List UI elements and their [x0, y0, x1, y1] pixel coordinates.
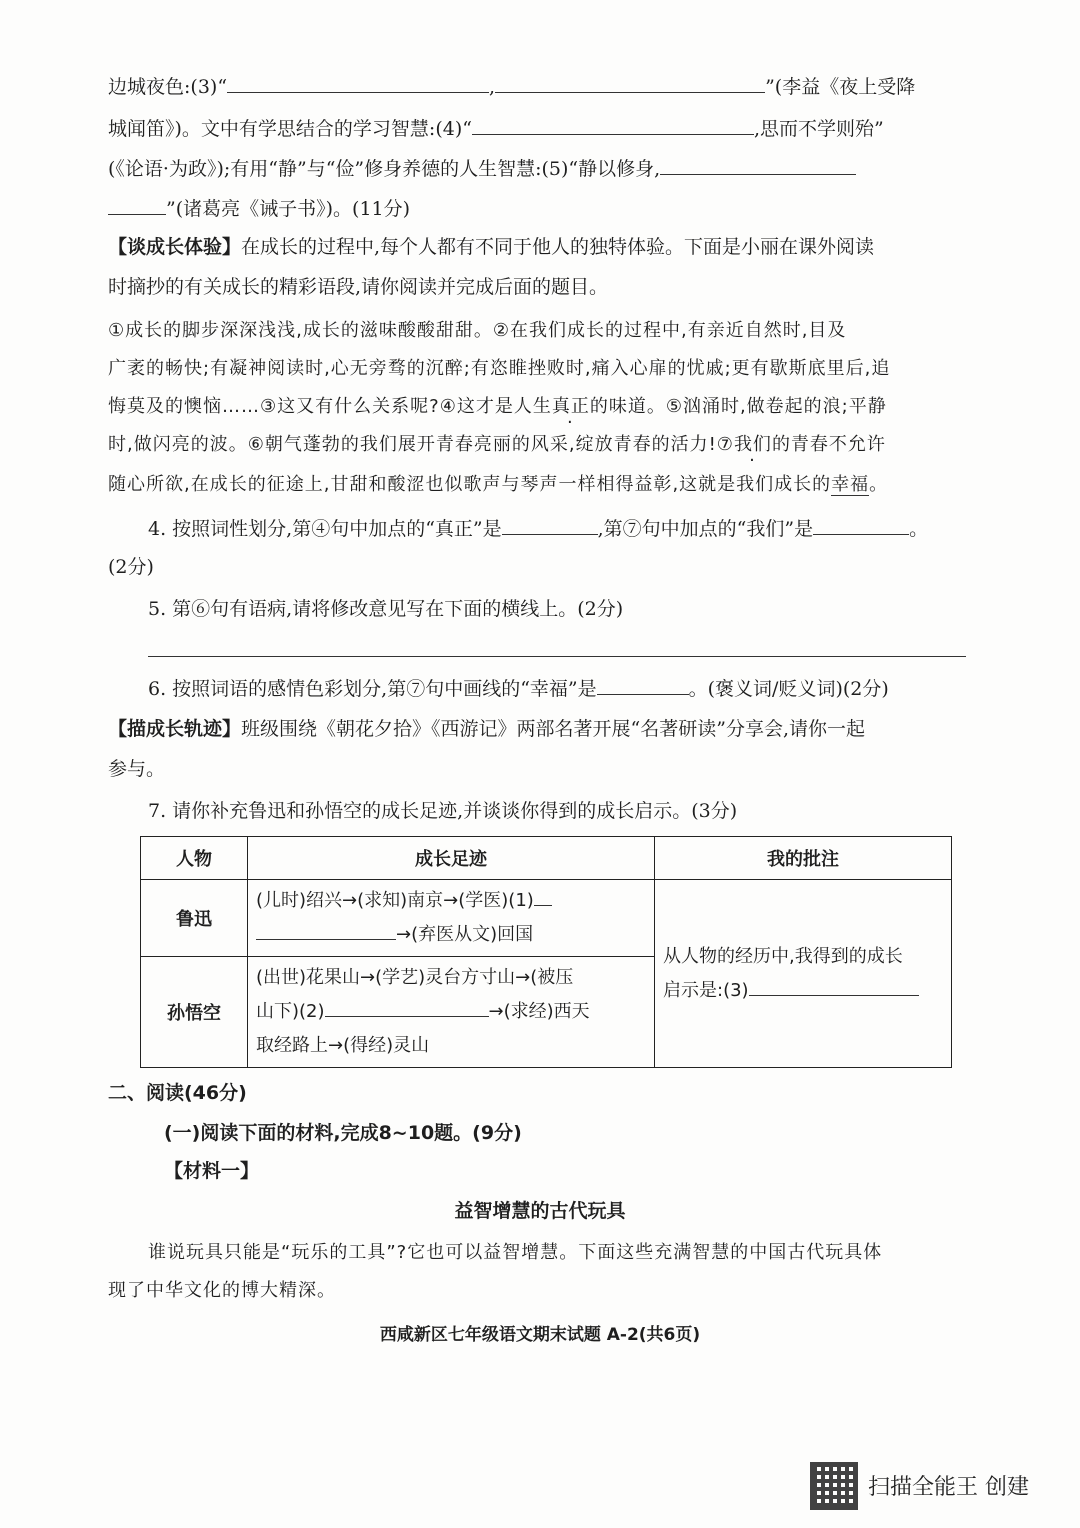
header-person: 人物 [141, 837, 248, 880]
passage-line-1 [108, 318, 968, 344]
q7-text: 7. 请你补充鲁迅和孙悟空的成长足迹,并谈谈你得到的成长启示。(3分) [148, 800, 738, 822]
section-tag-track: 【描成长轨迹】 [108, 718, 242, 740]
q5-suffix: ”(诸葛亮《诫子书》)。(11分) [166, 198, 411, 220]
growth-table [140, 836, 952, 1068]
track-intro-text-2: 参与。 [108, 758, 166, 780]
q4-text-b: ,第⑦句中加点的“我们”是 [597, 518, 814, 540]
blank-3b[interactable] [495, 74, 765, 93]
reading-sub-text: (一)阅读下面的材料,完成8~10题。(9分) [164, 1122, 522, 1144]
q4-text-c: 。 [909, 518, 929, 540]
header-footprint: 成长足迹 [248, 837, 655, 880]
q6-text-a: 6. 按照词语的感情色彩划分,第⑦句中画线的“幸福”是 [148, 678, 597, 700]
q3-line-4 [108, 196, 968, 222]
article-line-1 [108, 1240, 968, 1266]
question-4 [108, 516, 968, 542]
q4-blank-2[interactable] [813, 516, 909, 535]
q3-line-3 [108, 156, 968, 182]
blank-5a[interactable] [660, 156, 856, 175]
passage-text-4: 时,做闪亮的波。⑥朝气蓬勃的我们展开青春亮丽的风采,绽放青春的活力!⑦ [108, 434, 734, 455]
track-intro-text-1: 班级围绕《朝花夕拾》《西游记》两部名著开展“名著研读”分享会,请你一起 [241, 718, 865, 740]
blank-3a[interactable] [227, 74, 489, 93]
reading-heading-text: 二、阅读(46分) [108, 1082, 247, 1104]
q5-answer-line[interactable] [148, 656, 966, 657]
passage-text-5: 随心所欲,在成长的征途上,甘甜和酸涩也似歌声与琴声一样相得益彰,这就是我们成长的 [108, 474, 832, 495]
passage-line-2 [108, 356, 968, 382]
luxun-blank-1a[interactable] [534, 887, 552, 906]
question-7 [108, 798, 968, 824]
q3-line-1 [108, 74, 968, 100]
luxun-blank-1b[interactable] [256, 921, 396, 940]
material-label [108, 1158, 968, 1184]
q3-comma: , [489, 76, 496, 98]
table-header-row [141, 837, 952, 880]
q4-text-a: 4. 按照词性划分,第④句中加点的“真正”是 [148, 518, 502, 540]
passage-line-4 [108, 432, 968, 458]
passage-text-3b: 的味道。⑤汹涌时,做卷起的浪;平静 [589, 396, 887, 417]
article-text-1: 谁说玩具只能是“玩乐的工具”?它也可以益智增慧。下面这些充满智慧的中国古代玩具体 [148, 1242, 883, 1263]
note-blank[interactable] [749, 977, 919, 996]
q4-score-text: (2分) [108, 556, 154, 578]
q4-blank-1[interactable] [502, 516, 598, 535]
passage-text-4b: 的青春不允许 [771, 434, 886, 455]
article-title: 益智增慧的古代玩具 [454, 1200, 626, 1222]
q5-prefix: (《论语·为政》);有用“静”与“俭”修身养德的人生智慧:(5)“静以修身, [108, 158, 661, 180]
q5-text: 5. 第⑥句有语病,请将修改意见写在下面的横线上。(2分) [148, 598, 624, 620]
note-line-2: 启示是:(3) [663, 979, 749, 1001]
sun-blank-2[interactable] [325, 998, 489, 1017]
article-line-2 [108, 1278, 968, 1304]
passage-text-1: ①成长的脚步深深浅浅,成长的滋味酸酸甜甜。②在我们成长的过程中,有亲近自然时,目及 [108, 320, 847, 341]
q3-source: ”(李益《夜上受降 [765, 76, 916, 98]
table-row-luxun [141, 880, 952, 957]
note-line-1: 从人物的经历中,我得到的成长 [663, 945, 903, 967]
note-cell [655, 880, 952, 1068]
luxun-line-2: →(弃医从文)回国 [396, 924, 534, 945]
name-sunwukong: 孙悟空 [141, 957, 248, 1068]
reading-sub [108, 1120, 968, 1146]
question-6 [108, 676, 968, 702]
page-footer: 西咸新区七年级语文期末试题 A-2(共6页) [379, 1325, 701, 1345]
sun-line-2a: 山下)(2) [256, 1001, 325, 1022]
name-luxun: 鲁迅 [141, 880, 248, 957]
sun-footprint [248, 957, 655, 1068]
scanner-watermark: 扫描全能王 创建 [868, 1475, 1029, 1500]
growth-intro-2 [108, 274, 968, 300]
blank-5b[interactable] [108, 196, 166, 215]
q6-text-b: 。(褒义词/贬义词)(2分) [688, 678, 889, 700]
qr-code-icon [810, 1462, 858, 1510]
passage-line-3 [108, 394, 968, 420]
passage-text-2: 广袤的畅快;有凝神阅读时,心无旁骛的沉醉;有恣睢挫败时,痛入心扉的忧戚;更有歇斯底里后,追 [108, 358, 891, 379]
blank-4[interactable] [472, 116, 754, 135]
growth-intro-text-2: 时摘抄的有关成长的精彩语段,请你阅读并完成后面的题目。 [108, 276, 609, 298]
header-note: 我的批注 [655, 837, 952, 880]
question-5 [108, 596, 968, 622]
material-label-text: 【材料一】 [164, 1160, 260, 1182]
sun-line-2b: →(求经)西天 [488, 1001, 590, 1022]
growth-intro-text-1: 在成长的过程中,每个人都有不同于他人的独特体验。下面是小丽在课外阅读 [241, 236, 875, 258]
passage-line-5 [108, 472, 968, 498]
q3-line-2 [108, 116, 968, 142]
passage-end: 。 [869, 474, 889, 495]
passage-text-3: 悔莫及的懊恼……③这又有什么关系呢?④这才是人生 [108, 396, 552, 417]
growth-intro-1 [108, 234, 968, 260]
dotted-word-women: 我们 [733, 434, 772, 455]
q4-prefix: 城闻笛》)。文中有学思结合的学习智慧:(4)“ [108, 118, 472, 140]
sun-line-3: 取经路上→(得经)灵山 [256, 1035, 430, 1056]
track-intro-1 [108, 716, 968, 742]
dotted-word-zhenzheng: 真正 [551, 396, 590, 417]
reading-heading [108, 1080, 968, 1106]
luxun-line-1: (儿时)绍兴→(求知)南京→(学医)(1) [256, 890, 534, 911]
underlined-word-xingfu: 幸福 [831, 474, 870, 495]
luxun-footprint [248, 880, 655, 957]
q4-score [108, 554, 968, 580]
article-text-2: 现了中华文化的博大精深。 [108, 1280, 336, 1301]
section-tag-growth: 【谈成长体验】 [108, 236, 242, 258]
track-intro-2 [108, 756, 968, 782]
q4-suffix: ,思而不学则殆” [753, 118, 884, 140]
q6-blank[interactable] [597, 676, 689, 695]
q3-prefix: 边城夜色:(3)“ [108, 76, 228, 98]
sun-line-1: (出世)花果山→(学艺)灵台方寸山→(被压 [256, 967, 574, 988]
